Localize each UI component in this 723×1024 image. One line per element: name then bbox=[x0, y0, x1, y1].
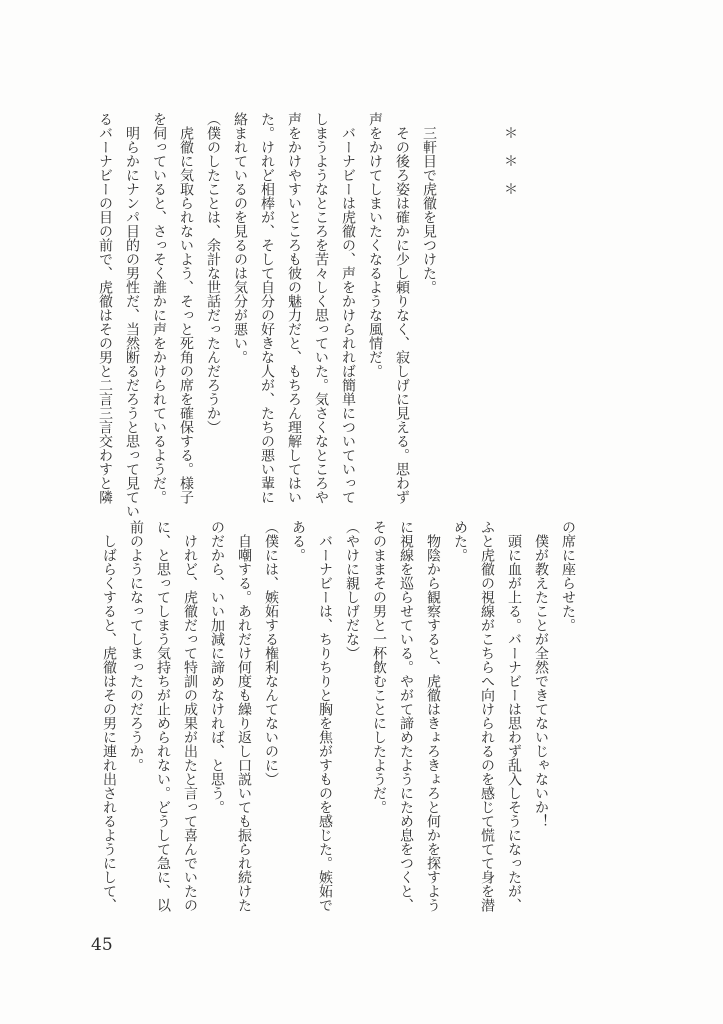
text-line: ある。 bbox=[290, 520, 306, 562]
text-line: 絡まれているのを見るのは気分が悪い。 bbox=[232, 112, 248, 364]
text-line: 物陰から観察すると、虎徹はきょろきょろと何かを探すよう bbox=[425, 534, 441, 912]
text-line: 声をかけやすいところも彼の魅力だと、もちろん理解してはい bbox=[286, 112, 302, 504]
text-line: （僕のしたことは、余計な世話だったんだろうか） bbox=[205, 112, 221, 434]
text-line: 自嘲する。あれだけ何度も繰り返し口説いても振られ続けた bbox=[236, 534, 252, 912]
text-line: （僕には、嫉妬する権利なんてないのに） bbox=[263, 520, 279, 786]
text-line: 声をかけてしまいたくなるような風情だ。 bbox=[367, 112, 383, 378]
section-separator: ＊ ＊ ＊ bbox=[502, 126, 518, 196]
text-line: ふと虎徹の視線がこちらへ向けられるのを感じて慌てて身を潜 bbox=[479, 520, 495, 912]
text-line: しばらくすると、虎徹はその男に連れ出されるようにして、 bbox=[101, 534, 117, 912]
text-line: バーナビーは、ちりちりと胸を焦がすものを感じた。嫉妬で bbox=[317, 534, 333, 912]
text-line: に視線を巡らせている。やがて諦めたようにため息をつくと、 bbox=[398, 520, 414, 912]
text-line: た。けれど相棒が、そして自分の好きな人が、たちの悪い輩に bbox=[259, 112, 275, 504]
text-line: そのままその男と一杯飲むことにしたようだ。 bbox=[371, 520, 387, 814]
text-line: のだから、いい加減に諦めなければ、と思う。 bbox=[209, 520, 225, 814]
text-line: 僕が教えたことが全然できてないじゃないか！ bbox=[533, 534, 549, 828]
blank-line bbox=[442, 112, 469, 519]
text-band-upper bbox=[91, 112, 523, 519]
text-line: しまうようなところを苦々しく思っていた。気さくなところや bbox=[313, 112, 329, 504]
text-line: バーナビーは虎徹の、声をかけられれば簡単についていって bbox=[340, 126, 356, 504]
text-line: 前のようになってしまったのだろうか。 bbox=[128, 520, 144, 772]
text-line: 虎徹に気取られないよう、そっと死角の席を確保する。様子 bbox=[178, 126, 194, 504]
text-line: の席に座らせた。 bbox=[560, 520, 576, 632]
text-line: けれど、虎徹だって特訓の成果が出たと言って喜んでいたの bbox=[182, 534, 198, 912]
text-line: るバーナビーの目の前で、虎徹はその男と二言三言交わすと隣 bbox=[97, 112, 113, 504]
text-line: めた。 bbox=[452, 520, 468, 562]
text-line: に、と思ってしまう気持ちが止められない。どうして急に、以 bbox=[155, 520, 171, 912]
text-line: 頭に血が上る。バーナビーは思わず乱入しそうになったが、 bbox=[506, 534, 522, 912]
page-number: 45 bbox=[91, 935, 113, 955]
text-line: 明らかにナンパ目的の男性だ、当然断るだろうと思って見てい bbox=[124, 126, 140, 518]
text-line: を伺っていると、さっそく誰かに声をかけられているようだ。 bbox=[151, 112, 167, 504]
text-line: （やけに親しげだな） bbox=[344, 520, 360, 660]
blank-line bbox=[469, 112, 496, 519]
text-line: 三軒目で虎徹を見つけた。 bbox=[421, 126, 437, 294]
text-line: その後ろ姿は確かに少し頼りなく、寂しげに見える。思わず bbox=[394, 126, 410, 504]
text-band-lower bbox=[95, 520, 581, 927]
